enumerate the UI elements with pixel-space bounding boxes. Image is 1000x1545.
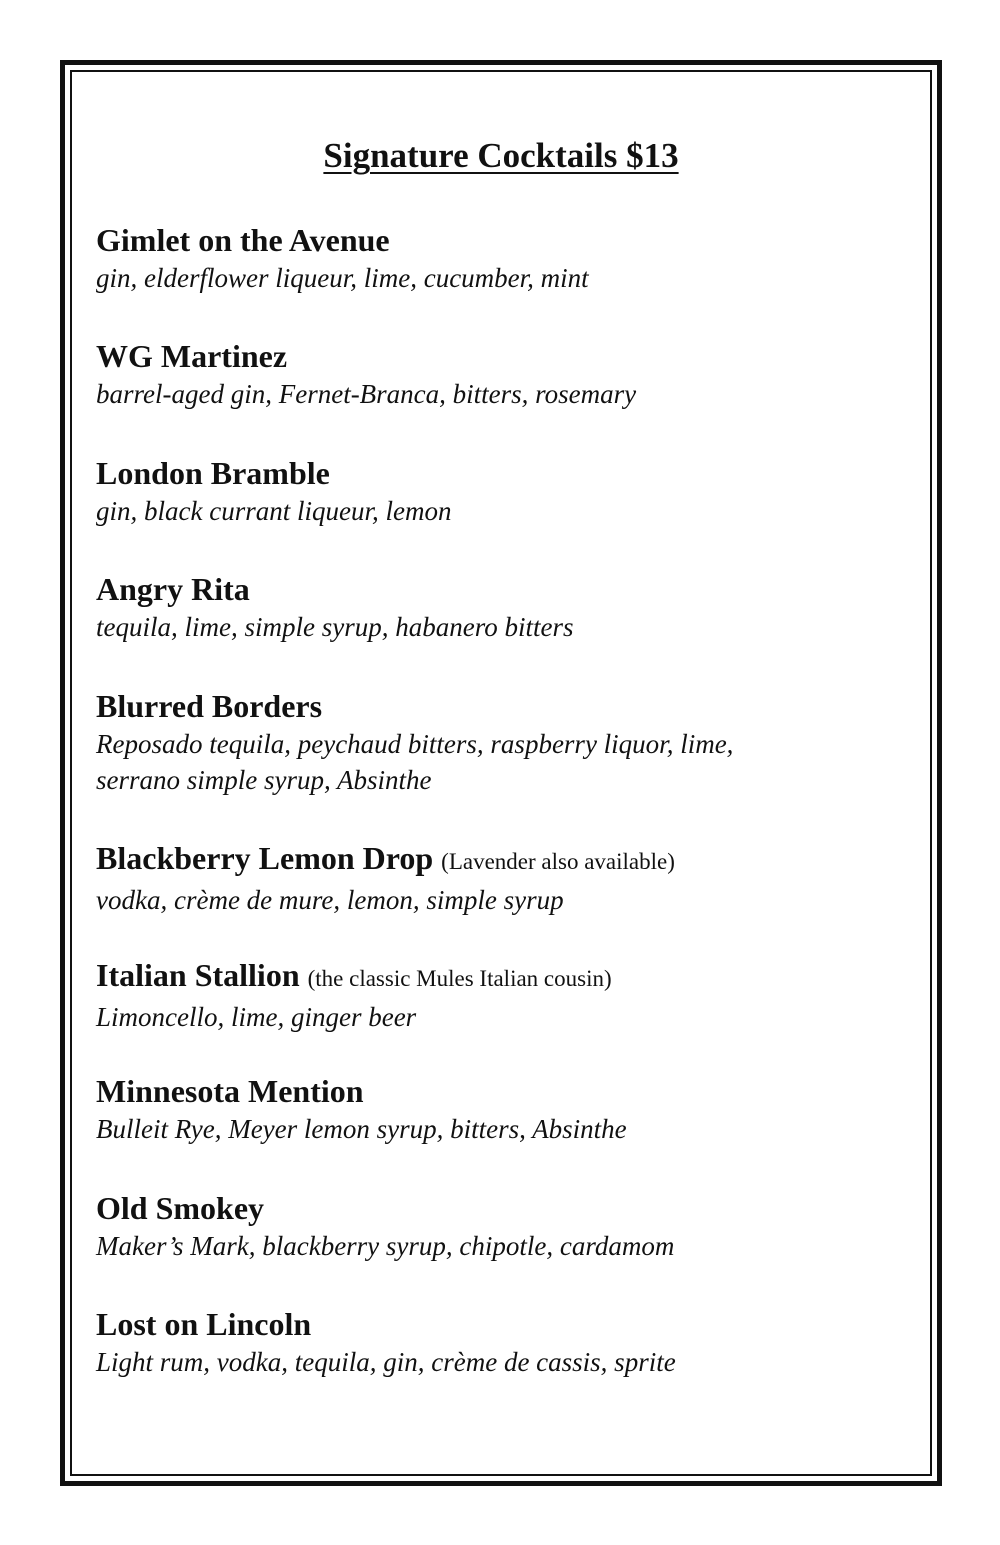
item-description: gin, elderflower liqueur, lime, cucumber, mint — [96, 263, 589, 293]
menu-item-blurred-borders — [96, 686, 910, 798]
item-name-text: Italian Stallion — [96, 957, 300, 993]
item-name — [96, 838, 910, 882]
item-description: Reposado tequila, peychaud bitters, raspberry liquor, lime, — [96, 729, 734, 759]
menu-item-angry-rita — [96, 569, 910, 645]
item-name — [96, 686, 910, 726]
item-name — [96, 1188, 910, 1228]
item-name-text: Gimlet on the Avenue — [96, 222, 390, 258]
menu-item-old-smokey — [96, 1188, 910, 1264]
item-description: vodka, crème de mure, lemon, simple syrup — [96, 885, 564, 915]
menu-item-italian-stallion — [96, 955, 910, 1035]
item-name-text: WG Martinez — [96, 338, 288, 374]
menu-item-lost-on-lincoln — [96, 1304, 910, 1380]
item-name-text: Old Smokey — [96, 1190, 265, 1226]
menu-item-wg-martinez — [96, 336, 910, 412]
item-name-text: Blurred Borders — [96, 688, 323, 724]
item-name-text: Angry Rita — [96, 571, 250, 607]
menu-item-gimlet-on-the-avenue — [96, 220, 910, 296]
item-description: gin, black currant liqueur, lemon — [96, 496, 452, 526]
item-description: tequila, lime, simple syrup, habanero bitters — [96, 612, 574, 642]
item-name — [96, 1071, 910, 1111]
item-name-text: London Bramble — [96, 455, 330, 491]
menu-border-inner — [70, 70, 932, 1476]
item-name-text: Lost on Lincoln — [96, 1306, 312, 1342]
item-name — [96, 955, 910, 999]
item-name-text: Minnesota Mention — [96, 1073, 364, 1109]
item-name — [96, 453, 910, 493]
menu-item-blackberry-lemon-drop — [96, 838, 910, 918]
menu-title: Signature Cocktails $13 — [323, 136, 679, 175]
item-name — [96, 1304, 910, 1344]
item-description: Light rum, vodka, tequila, gin, crème de cassis, sprite — [96, 1347, 676, 1377]
item-description: Limoncello, lime, ginger beer — [96, 1002, 417, 1032]
item-description: barrel-aged gin, Fernet-Branca, bitters, rosemary — [96, 379, 637, 409]
item-name — [96, 220, 910, 260]
item-note: (Lavender also available) — [441, 849, 675, 874]
item-name-text: Blackberry Lemon Drop — [96, 840, 434, 876]
item-description-line-2: serrano simple syrup, Absinthe — [96, 765, 432, 795]
menu-item-london-bramble — [96, 453, 910, 529]
menu-border-outer — [60, 60, 942, 1486]
menu-item-minnesota-mention — [96, 1071, 910, 1147]
item-description: Bulleit Rye, Meyer lemon syrup, bitters, Absinthe — [96, 1114, 627, 1144]
item-description: Maker’s Mark, blackberry syrup, chipotle, cardamom — [96, 1231, 675, 1261]
item-name — [96, 336, 910, 376]
item-note: (the classic Mules Italian cousin) — [307, 966, 612, 991]
item-name — [96, 569, 910, 609]
